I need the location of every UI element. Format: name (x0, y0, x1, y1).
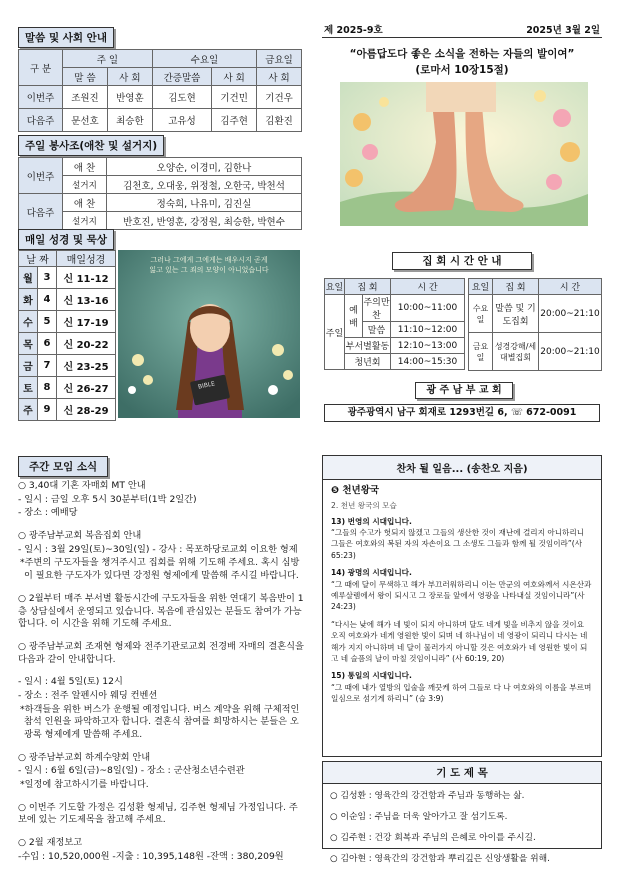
volunteer-section-title: 주일 봉사조(애찬 및 설거지) (18, 135, 164, 156)
reading-ref: 신 26-27 (57, 377, 116, 399)
reading-day: 9 (38, 399, 57, 421)
praise-box (322, 455, 602, 757)
table-header: 매일성경 (57, 251, 116, 267)
feet-illustration (340, 82, 588, 226)
news-line (18, 828, 306, 836)
reading-weekday: 주 (19, 399, 38, 421)
worship-label: 예배 (345, 295, 363, 338)
table-cell: 김주현 (212, 109, 257, 132)
reading-illustration (118, 250, 300, 418)
row-label: 다음주 (19, 194, 63, 230)
news-line: *하객들을 위한 버스가 운행될 예정입니다. 버스 계약을 위해 구체적인 참석 인원을 파악하고자 합니다. 결혼식 참여를 희망하시는 분들은 오광록 형제에게 말씀해 주세요. (20, 703, 300, 740)
praise-heading: ❺ 천년왕국 (331, 485, 380, 496)
meeting-name: 성경강해/세대별집회 (493, 333, 539, 371)
row-label: 이번주 (19, 158, 63, 194)
reading-ref: 신 13-16 (57, 289, 116, 311)
reading-table (18, 250, 116, 421)
reading-day: 7 (38, 355, 57, 377)
news-line: - 일시 : 3월 29일(토)~30일(일) - 강사 : 목포하당로교회 이요한 형제 (18, 543, 298, 555)
table-cell: 김천호, 오대웅, 위정철, 오한국, 박천석 (107, 176, 302, 194)
reading-weekday: 금 (19, 355, 38, 377)
praise-item-body: “그 때에 내가 열방의 입술을 깨끗케 하여 그들로 다 나 여호와의 이름을 부르며 일심으로 섬기게 하리니” (습 3:9) (331, 682, 592, 704)
verse-title: “아름답도다 좋은 소식을 전하는 자들의 발이여” (349, 48, 575, 60)
meeting-name: 청년회 (345, 354, 391, 370)
table-header: 금요일 (257, 50, 302, 68)
table-cell: 김환진 (257, 109, 302, 132)
table-cell: 정숙희, 나유미, 김진실 (107, 194, 302, 212)
table-header: 주 일 (63, 50, 153, 68)
praise-item-head: 14) 광명의 시대입니다. (331, 568, 412, 578)
bulletin-header (322, 22, 602, 38)
news-line: *주변의 구도자들을 챙겨주시고 집회를 위해 기도해 주세요. 혹시 심방이 필요한 구도자가 있다면 강정원 형제에게 말씀해 주시길 바랍니다. (20, 557, 300, 582)
table-cell: 문선호 (63, 109, 108, 132)
prayer-item: ○ 이순임 : 주님을 더욱 알아가고 잘 섬기도록. (330, 812, 508, 822)
meeting-time: 20:00~21:10 (539, 295, 602, 333)
news-line: - 장소 : 전주 알펜시아 웨딩 컨벤션 (18, 689, 158, 701)
meeting-time: 11:10~12:00 (391, 322, 465, 338)
volunteer-table (18, 157, 302, 230)
row-label: 이번주 (19, 86, 63, 109)
news-line (18, 584, 306, 592)
praise-item-head: 13) 번영의 시대입니다. (331, 516, 412, 526)
reading-ref: 신 20-22 (57, 333, 116, 355)
reading-ref: 신 11-12 (57, 267, 116, 289)
church-name: 광 주 남 부 교 회 (415, 382, 513, 399)
table-cell: 설거지 (63, 212, 107, 230)
news-line (18, 521, 306, 529)
meeting-time: 14:00~15:30 (391, 354, 465, 370)
table-header: 시 간 (391, 279, 465, 295)
praise-item-body: “그 때에 달이 무색하고 해가 부끄러워하리니 이는 만군의 여호와께서 시온산과 예루살렘에서 왕이 되시고 그 장로들 앞에서 영광을 나타내실 것임이니라”(사 24:23) (331, 579, 592, 612)
news-section-title: 주간 모임 소식 (18, 456, 108, 477)
table-cell: 고유성 (152, 109, 211, 132)
meeting-section-title: 집 회 시 간 안 내 (392, 252, 532, 270)
news-line: ○ 광주남부교회 복음집회 안내 (18, 530, 142, 542)
table-cell: 오양순, 이경미, 김한나 (107, 158, 302, 176)
table-header: 요일 (469, 279, 493, 295)
meeting-name: 부서별활동 (345, 338, 391, 354)
illustration-caption: 그러나 그에게 그에게는 배우시지 곧게 (150, 256, 268, 264)
sunday-meeting-table (324, 278, 465, 370)
prayer-list (322, 780, 602, 872)
issue-date: 2025년 3월 2일 (526, 25, 600, 36)
reading-section-title: 매일 성경 및 묵상 (18, 229, 114, 250)
table-header: 사 회 (257, 68, 302, 86)
verse-reference: (로마서 10장15절) (415, 64, 509, 76)
table-cell: 애 찬 (63, 194, 107, 212)
news-line: - 일시 : 금일 오후 5시 30분부터(1박 2일간) (18, 493, 197, 505)
reading-ref: 신 28-29 (57, 399, 116, 421)
news-line (18, 632, 306, 640)
reading-weekday: 목 (19, 333, 38, 355)
row-label: 다음주 (19, 109, 63, 132)
table-header: 수요일 (152, 50, 256, 68)
sermon-table (18, 49, 302, 132)
table-header: 간증말씀 (152, 68, 211, 86)
news-line: ○ 광주남부교회 조재현 형제와 전주기관로교회 전경배 자매의 결혼식을 다음과 같이 안내합니다. (18, 640, 304, 665)
news-line: ○ 광주남부교회 하계수양회 안내 (18, 751, 151, 763)
meeting-name: 말씀 (363, 322, 391, 338)
issue-number: 제 2025-9호 (324, 25, 383, 36)
table-header: 집 회 (345, 279, 391, 295)
meeting-name: 말씀 및 기도집회 (493, 295, 539, 333)
table-header: 사 회 (107, 68, 152, 86)
table-cell: 김도현 (152, 86, 211, 109)
news-line: ○ 3,40대 기혼 자매회 MT 안내 (18, 480, 146, 491)
prayer-item: ○ 김주현 : 건강 회복과 주님의 은혜로 아이를 주시길. (330, 833, 536, 843)
news-line: -수입 : 10,520,000원 -지출 : 10,395,148원 -잔액 : 380,209원 (18, 850, 284, 862)
praise-item-body: “다시는 낮에 해가 네 빛이 되지 아니하며 달도 네게 빛을 비추지 않을 것이요 오직 여호와가 네게 영원한 빛이 되며 네 하나님이 네 영광이 되리니 다시는 네 해가 지지 아니하며 네 달이 물러가지 아니할 것은 여호와가 네 영원한 빛이 되고 네 슬픔의 날이 마칠 것임이니라” (사 60:19, 20) (331, 619, 588, 663)
news-line: ○ 이번주 기도할 가정은 김성환 형제님, 김주현 형제님 가정입니다. 주보에 있는 기도제목을 참고해 주세요. (18, 801, 298, 826)
reading-ref: 신 17-19 (57, 311, 116, 333)
table-cell: 최승한 (107, 109, 152, 132)
praise-item-body: “그들의 수고가 헛되지 않겠고 그들의 생산한 것이 재난에 걸리지 아니하리니 그들은 여호와의 복된 자의 자손이요 그 소생도 그들과 함께 될 것임이라”(사 65:23) (331, 528, 585, 560)
news-line: ○ 2월 재정보고 (18, 837, 83, 849)
reading-day: 5 (38, 311, 57, 333)
prayer-title: 기 도 제 목 (323, 762, 601, 784)
praise-subheading: 2. 천년 왕국의 모습 (331, 501, 397, 511)
news-line: - 일시 : 4월 5일(토) 12시 (18, 676, 123, 688)
table-cell: 조원진 (63, 86, 108, 109)
table-cell: 설거지 (63, 176, 107, 194)
reading-day: 6 (38, 333, 57, 355)
table-cell: 반영훈 (107, 86, 152, 109)
reading-weekday: 화 (19, 289, 38, 311)
sunday-label: 주일 (325, 295, 345, 370)
reading-weekday: 수 (19, 311, 38, 333)
table-header: 시 간 (539, 279, 602, 295)
illustration-caption: 잃고 있는 그 죄의 모양이 아니었습니다 (149, 265, 269, 274)
prayer-item: ○ 김아현 : 영육간의 강건함과 뿌리깊은 신앙생활을 위해. (330, 854, 550, 864)
news-line (18, 793, 306, 801)
sermon-section-title: 말씀 및 사회 안내 (18, 27, 114, 48)
news-line: - 일시 : 6월 6일(금)~8일(일) - 장소 : 군산청소년수련관 (18, 765, 245, 777)
news-line (18, 667, 306, 675)
prayer-item: ○ 김성환 : 영육간의 강건함과 주님과 동행하는 삶. (330, 791, 525, 801)
table-header: 요일 (325, 279, 345, 295)
table-header: 집 회 (493, 279, 539, 295)
news-line: *일정에 참고하시기를 바랍니다. (20, 779, 149, 791)
weekday-meeting-table (468, 278, 602, 371)
news-list (18, 480, 306, 865)
reading-weekday: 월 (19, 267, 38, 289)
meeting-name: 주의만찬 (363, 295, 391, 322)
news-line: ○ 2월부터 매주 부서별 활동시간에 구도자들을 위한 연대기 복음반이 1층 상담실에서 운영되고 있습니다. 복음에 관심있는 분들도 참여가 가능합니다. 이 시간을 위해 기도해 주세요. (18, 592, 304, 630)
bible-label: BIBLE (197, 380, 216, 391)
table-cell: 기건민 (212, 86, 257, 109)
reading-day: 4 (38, 289, 57, 311)
praise-item-head: 15) 통일의 시대입니다. (331, 671, 412, 681)
table-header: 구 분 (19, 50, 63, 86)
table-header: 말 씀 (63, 68, 108, 86)
reading-weekday: 토 (19, 377, 38, 399)
reading-day: 3 (38, 267, 57, 289)
table-header: 날 짜 (19, 251, 57, 267)
meeting-time: 20:00~21:10 (539, 333, 602, 371)
church-address: 광주광역시 남구 회재로 1293번길 6, ☏ 672-0091 (324, 404, 600, 422)
table-cell: 반호진, 반영훈, 강정원, 최승한, 박현수 (107, 212, 302, 230)
table-header: 사 회 (212, 68, 257, 86)
meeting-day: 수요일 (469, 295, 493, 333)
praise-title: 찬차 될 일음... (송찬오 지음) (323, 456, 601, 480)
news-line: - 장소 : 예배당 (18, 507, 78, 519)
table-cell: 애 찬 (63, 158, 107, 176)
meeting-time: 12:10~13:00 (391, 338, 465, 354)
meeting-time: 10:00~11:00 (391, 295, 465, 322)
table-cell: 기건우 (257, 86, 302, 109)
reading-day: 8 (38, 377, 57, 399)
meeting-day: 금요일 (469, 333, 493, 371)
news-line (18, 743, 306, 751)
reading-ref: 신 23-25 (57, 355, 116, 377)
